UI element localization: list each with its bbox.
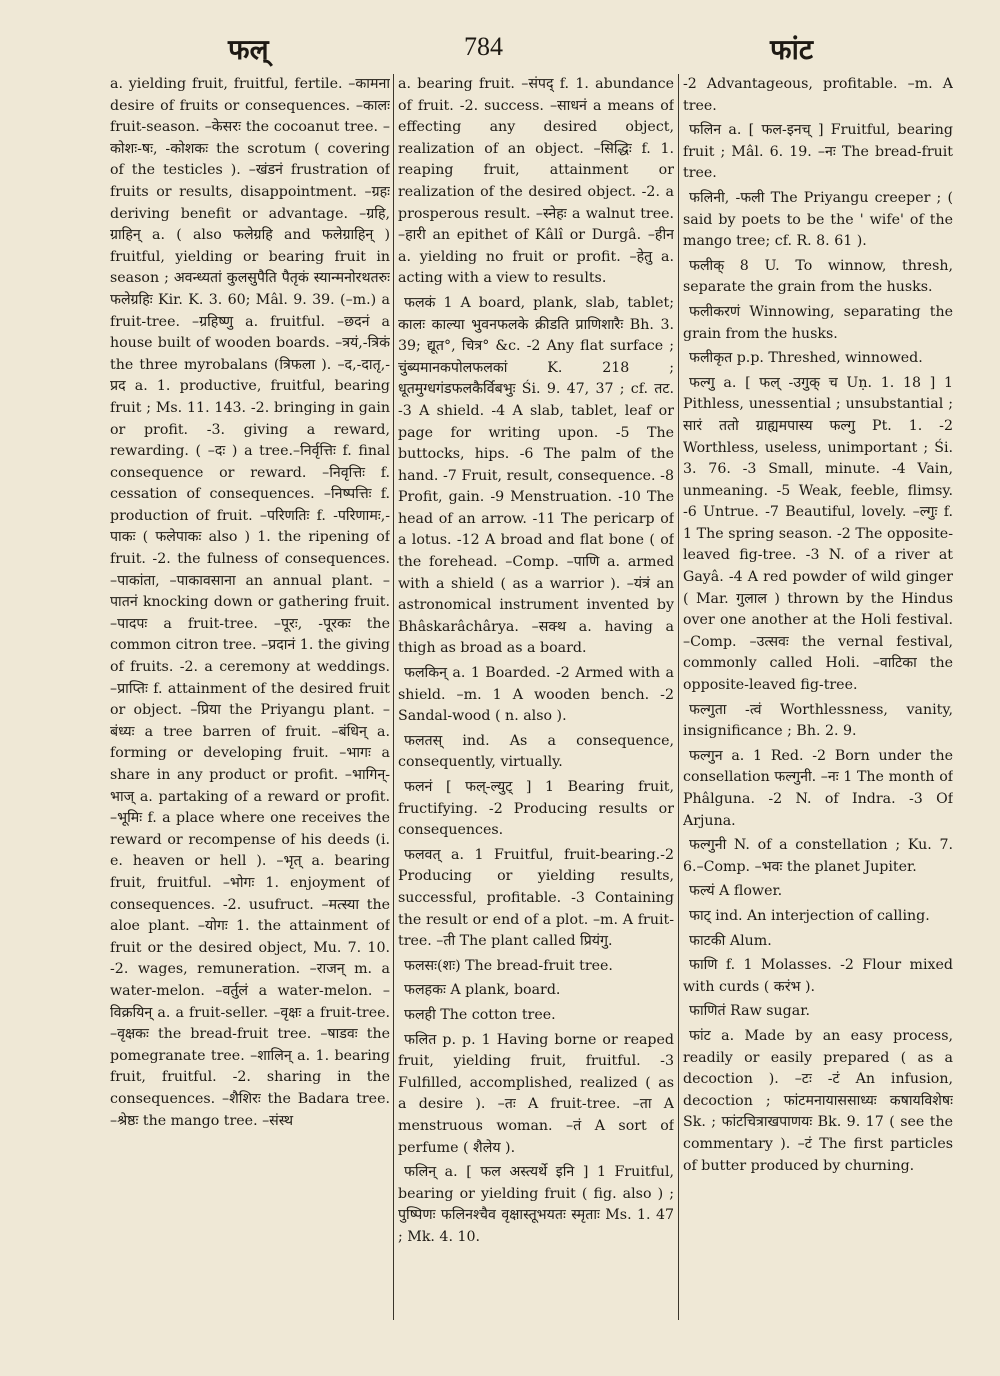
dictionary-entry: फलहकः A plank, board. — [404, 982, 561, 999]
dictionary-entry: फाटकी Alum. — [689, 932, 772, 949]
column-divider — [393, 74, 394, 1320]
dictionary-entry: फलीक् 8 U. To winnow, thresh, separate the grain from the husks. — [683, 257, 953, 296]
dictionary-entry: फल्गुता -त्वं Worthlessness, vanity, insignificance ; Bh. 2. 9. — [683, 701, 953, 740]
dictionary-entry: a. yielding fruit, fruitful, fertile. –कामना desire of fruits or consequences. –कालः fruit-season. –केसरः the cocoanut tree. –कोशः-षः, -कोशकः the scrotum ( covering of the testicles ). –खंडनं frustration of fruits or results, disappointment. –ग्रहः deriving benefit or advantage. –ग्रहि, ग्राहिन् a. ( also फलेग्रहि and फलेग्राहिन् ) fruitful, yielding or bearing fruit in season ; अवन्ध्यतां कुलसुपैति पैतृकं स्यान्मनोरथतरुः फलेग्रहिः Kir. K. 3. 60; Mâl. 9. 39. (–m.) a fruit-tree. –ग्रहिष्णु a. fruitful. –छदनं a house built of wooden boards. –त्रयं,-त्रिकं the three myrobalans (त्रिफला ). –द,-दातृ,-प्रद a. 1. productive, fruitful, bearing fruit ; Ms. 11. 143. -2. bringing in gain or profit. -3. giving a reward, rewarding. ( –दः ) a tree.–निर्वृत्तिः f. final consequence or reward. –निवृत्तिः f. cessation of consequences. –निष्पत्तिः f. production of fruit. –परिणतिः f. -परिणामः,-पाकः ( फलेपाकः also ) 1. the ripening of fruit. -2. the fulness of consequences. –पाकांता, –पाकावसाना an annual plant. –पातनं knocking down or gathering fruit. –पादपः a fruit-tree. –पूरः, -पूरकः the common citron tree. –प्रदानं 1. the giving of fruits. -2. a ceremony at weddings. –प्राप्तिः f. attainment of the desired fruit or object. –प्रिया the Priyangu plant. –बंध्यः a tree barren of fruit. –बंधिन् a. forming or developing fruit. –भागः a share in any product or profit. –भागिन्-भाज् a. partaking of a reward or profit. –भूमिः f. a place where one receives the reward or recompense of his deeds (i. e. heaven or hell ). –भृत् a. bearing fruit, fruitful. –भोगः 1. enjoyment of consequences. -2. usufruct. –मत्स्या the aloe plant. –योगः 1. the attainment of fruit or the desired object, Mu. 7. 10. -2. wages, remuneration. –राजन् m. a water-melon. –वर्तुलं a water-melon. –विक्रयिन् a. a fruit-seller. –वृक्षः a fruit-tree. –वृक्षकः the bread-fruit tree. –षाडवः the pomegranate tree. –शालिन् a. 1. bearing fruit, fruitful. -2. sharing in the consequences. –शैशिरः the Badara tree. –श्रेष्ठः the mango tree. –संस्थ — [110, 76, 390, 1129]
column-left — [110, 74, 390, 1324]
dictionary-entry: फल्यं A flower. — [689, 883, 783, 900]
dictionary-entry: फलसः(शः) The bread-fruit tree. — [404, 957, 613, 974]
dictionary-entry: फलकं 1 A board, plank, slab, tablet; कालः काल्या भुवनफलके क्रीडति प्राणिशारैः Bh. 3. 39; द्यूत°, चित्र° &c. -2 Any flat surface ; चुंब्यमानकपोलफलकां K. 218 ; धूतमुग्धगंडफलकैर्विबभुः Śi. 9. 47, 37 ; cf. तट. -3 A shield. -4 A slab, tablet, leaf or page for writing upon. -5 The buttocks, hips. -6 The palm of the hand. -7 Fruit, result, consequence. -8 Profit, gain. -9 Menstruation. -10 The head of an arrow. -11 The pericarp of a lotus. -12 A broad and flat bone ( of the forehead. –Comp. –पाणि a. armed with a shield ( as a warrior ). –यंत्रं an astronomical instrument invented by Bhâskarâchârya. –सक्थ a. having a thigh as broad as a board. — [398, 294, 674, 657]
dictionary-entry: फल्गुन a. 1 Red. -2 Born under the consellation फल्गुनी. –नः 1 The month of Phâlguna. -2 N. of Indra. -3 Of Arjuna. — [683, 747, 953, 829]
dictionary-entry: फलिनी, -फली The Priyangu creeper ; ( said by poets to be the ' wife' of the mango tree; cf. R. 8. 61 ). — [683, 189, 953, 250]
dictionary-entry: फाणि f. 1 Molasses. -2 Flour mixed with curds ( करंभ ). — [683, 957, 953, 995]
dictionary-entry: फलिन् a. [ फल अस्त्यर्थे इनि ] 1 Fruitful, bearing or yielding fruit ( fig. also ) ; पुष्पिणः फलिनश्चैव वृक्षास्तूभयतः स्मृताः Ms. 1. 47 ; Mk. 4. 10. — [398, 1164, 674, 1245]
dictionary-entry: फलीकरणं Winnowing, separating the grain from the husks. — [683, 303, 953, 342]
page-header — [0, 28, 1000, 72]
right-running-headword: फांट — [770, 33, 813, 66]
left-running-headword: फल् — [228, 33, 269, 66]
dictionary-entry: फलनं [ फल्-ल्युट् ] 1 Bearing fruit, fructifying. -2 Producing results or consequences. — [398, 779, 674, 839]
column-divider — [678, 74, 679, 1320]
column-right — [683, 74, 953, 1324]
dictionary-entry: फांट a. Made by an easy process, readily or easily prepared ( as a decoction ). –टः -टं An infusion, decoction ; फांटमनायाससाध्यः कषायविशेषः Sk. ; फांटचित्राखपाणयः Bk. 9. 17 ( see the commentary ). –टं The first particles of butter produced by churning. — [683, 1027, 953, 1174]
dictionary-entry: फलित p. p. 1 Having borne or reaped fruit, yielding fruit, fruitful. -3 Fulfilled, accomplished, realized ( as a desire ). –तः A fruit-tree. –ता A menstruous woman. –तं A sort of perfume ( शैलेय ). — [398, 1031, 674, 1156]
dictionary-entry: फलही The cotton tree. — [404, 1006, 556, 1023]
page-number: 784 — [464, 32, 503, 61]
dictionary-entry: फाणितं Raw sugar. — [689, 1003, 810, 1020]
dictionary-entry: a. bearing fruit. –संपद् f. 1. abundance of fruit. -2. success. –साधनं a means of effecting any desired object, realization of an object. –सिद्धिः f. 1. reaping fruit, attainment or realization of the desired object. -2. a prosperous result. –स्नेहः a walnut tree. –हारी an epithet of Kâlî or Durgâ. –हीन a. yielding no fruit or profit. –हेतु a. acting with a view to results. — [398, 76, 674, 287]
column-middle — [398, 74, 674, 1324]
dictionary-entry: फलिन a. [ फल-इनच् ] Fruitful, bearing fruit ; Mâl. 6. 19. –नः The bread-fruit tree. — [683, 122, 953, 182]
dictionary-entry: -2 Advantageous, profitable. –m. A tree. — [683, 76, 953, 114]
dictionary-entry: फलतस् ind. As a consequence, consequently, virtually. — [398, 732, 674, 771]
dictionary-entry: फलवत् a. 1 Fruitful, fruit-bearing.-2 Producing or yielding results, successful, profitable. -3 Containing the result or end of a plot. –m. A fruit-tree. –ती The plant called प्रियंगु. — [398, 846, 674, 950]
dictionary-entry: फल्गु a. [ फल् -उगुक् च Uṇ. 1. 18 ] 1 Pithless, unessential ; unsubstantial ; सारं ततो ग्राह्यमपास्य फल्गु Pt. 1. -2 Worthless, useless, unimportant ; Śi. 3. 76. -3 Small, minute. -4 Vain, unmeaning. -5 Weak, feeble, flimsy. -6 Untrue. -7 Beautiful, lovely. –ल्गुः f. 1 The spring season. -2 The opposite-leaved fig-tree. -3 N. of a river at Gayâ. -4 A red powder of wild ginger ( Mar. गुलाल ) thrown by the Hindus over one another at the Holi festival. –Comp. –उत्सवः the vernal festival, commonly called Holi. –वाटिका the opposite-leaved fig-tree. — [683, 374, 953, 694]
dictionary-entry: फल्गुनी N. of a constellation ; Ku. 7. 6.–Comp. –भवः the planet Jupiter. — [683, 837, 953, 875]
dictionary-entry: फलकिन् a. 1 Boarded. -2 Armed with a shield. –m. 1 A wooden bench. -2 Sandal-wood ( n. also ). — [398, 665, 674, 725]
dictionary-entry: फाट् ind. An interjection of calling. — [689, 907, 930, 924]
dictionary-entry: फलीकृत p.p. Threshed, winnowed. — [689, 350, 923, 367]
